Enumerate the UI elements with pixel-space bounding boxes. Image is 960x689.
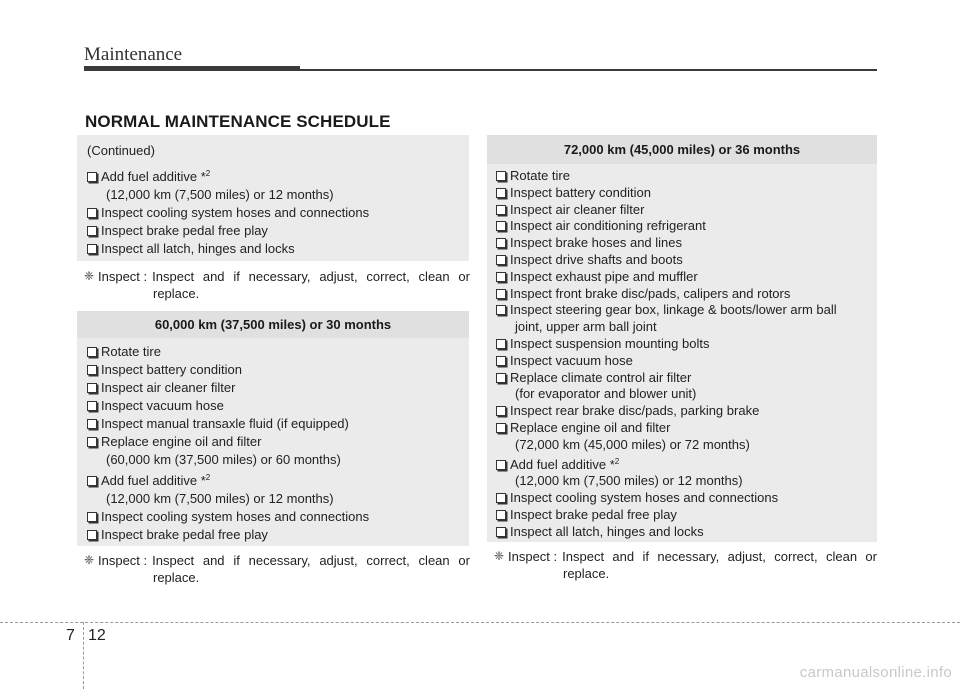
- checklist-item: [87, 222, 469, 240]
- checklist-item-detail: (12,000 km (7,500 miles) or 12 months): [515, 473, 743, 489]
- checklist-item: [496, 185, 877, 202]
- checkbox-icon: [496, 423, 506, 433]
- checkbox-icon: [87, 244, 97, 254]
- checkbox-icon: [496, 221, 506, 231]
- checkbox-icon: [496, 188, 506, 198]
- checklist-item-text: Inspect brake pedal free play: [101, 527, 268, 542]
- checklist-item-text: Rotate tire: [101, 344, 161, 359]
- checklist-item-text: Inspect brake hoses and lines: [510, 235, 682, 251]
- checkbox-icon: [87, 172, 97, 182]
- checkbox-icon: [87, 437, 97, 447]
- checkbox-icon: [496, 527, 506, 537]
- asterism-icon: ❈: [84, 553, 95, 567]
- checklist-item: [496, 252, 877, 269]
- checklist-item-text: Add fuel additive *: [101, 473, 206, 488]
- checkbox-icon: [496, 255, 506, 265]
- checklist-item-text: Inspect air cleaner filter: [101, 380, 236, 395]
- checklist-item-text: Inspect manual transaxle fluid (if equipped): [101, 416, 349, 431]
- checkbox-icon: [496, 460, 506, 470]
- inspect-note-lead: Inspect :: [98, 269, 148, 284]
- checklist-item: [496, 370, 877, 387]
- header-rule-thick: [84, 66, 300, 71]
- checklist-item: [496, 420, 877, 437]
- footer-dashed-rule: [0, 622, 960, 623]
- checklist-item-text: Inspect rear brake disc/pads, parking brake: [510, 403, 760, 419]
- checklist-item-text: Inspect vacuum hose: [101, 398, 224, 413]
- checklist-item: [496, 403, 877, 420]
- checkbox-icon: [496, 205, 506, 215]
- checklist-item: [496, 202, 877, 219]
- checklist-item-text: Replace climate control air filter: [510, 369, 692, 385]
- inspect-note-cont: replace.: [153, 570, 200, 585]
- header-rule-thin: [300, 69, 877, 71]
- checklist-item-detail: (12,000 km (7,500 miles) or 12 months): [106, 187, 334, 202]
- schedule-heading-60k: 60,000 km (37,500 miles) or 30 months: [77, 311, 469, 338]
- checklist-item: [496, 218, 877, 235]
- checklist-item: [87, 508, 469, 526]
- checklist-item-text: Inspect steering gear box, linkage & boots/lower arm ball: [510, 302, 837, 318]
- checkbox-icon: [87, 419, 97, 429]
- checklist-item: [87, 433, 469, 451]
- schedule-heading-72k: 72,000 km (45,000 miles) or 36 months: [487, 135, 877, 164]
- checkbox-icon: [496, 406, 506, 416]
- inspect-note-text: Inspect and if necessary, adjust, correct, clean or: [152, 269, 470, 284]
- checklist-item-text: Inspect cooling system hoses and connections: [101, 205, 370, 220]
- checklist-item-text: Inspect all latch, hinges and locks: [510, 523, 704, 539]
- footer-dashed-divider: [83, 622, 84, 689]
- checklist-item-detail: joint, upper arm ball joint: [515, 319, 657, 335]
- checklist-item-detail: (12,000 km (7,500 miles) or 12 months): [106, 491, 334, 506]
- checklist-item: [496, 454, 877, 474]
- page-header-title: Maintenance: [84, 44, 183, 65]
- checklist-item-text: Rotate tire: [510, 168, 570, 183]
- inspect-note-text: Inspect and if necessary, adjust, correct, clean or: [562, 549, 877, 564]
- schedule-list-72k: [487, 164, 877, 541]
- section-title: NORMAL MAINTENANCE SCHEDULE: [85, 112, 391, 131]
- checklist-item: [87, 165, 469, 186]
- checkbox-icon: [496, 510, 506, 520]
- checkbox-icon: [87, 512, 97, 522]
- checklist-item: [87, 343, 469, 361]
- continued-box: [77, 135, 469, 261]
- checklist-item-detail: (for evaporator and blower unit): [515, 386, 697, 402]
- checklist-item-text: Replace engine oil and filter: [510, 419, 671, 435]
- continued-list: [87, 165, 469, 258]
- checklist-item-text: Add fuel additive *: [101, 169, 206, 184]
- checkbox-icon: [496, 171, 506, 181]
- checklist-item-text: Inspect all latch, hinges and locks: [101, 241, 295, 256]
- checklist-item-text: Inspect exhaust pipe and muffler: [510, 268, 698, 284]
- continued-label: (Continued): [87, 143, 155, 158]
- footnote-marker: 2: [205, 169, 211, 178]
- checkbox-icon: [496, 493, 506, 503]
- checklist-item-text: Inspect vacuum hose: [510, 352, 633, 368]
- checklist-item: [87, 379, 469, 397]
- inspect-note-cont: replace.: [563, 566, 610, 581]
- inspect-note-text: Inspect and if necessary, adjust, correct, clean or: [152, 553, 470, 568]
- inspect-note-1: [84, 268, 470, 302]
- checkbox-icon: [496, 305, 506, 315]
- checkbox-icon: [87, 226, 97, 236]
- checklist-item-text: Inspect cooling system hoses and connections: [510, 490, 779, 506]
- checklist-item: [496, 353, 877, 370]
- checkbox-icon: [87, 401, 97, 411]
- checkbox-icon: [496, 272, 506, 282]
- asterism-icon: ❈: [84, 269, 95, 283]
- checkbox-icon: [87, 208, 97, 218]
- page-chapter-number: 7: [66, 627, 75, 644]
- watermark: carmanualsonline.info: [799, 664, 952, 681]
- checklist-item: [496, 286, 877, 303]
- checklist-item: [87, 240, 469, 258]
- schedule-box-60k: [77, 311, 469, 546]
- checklist-item-text: Inspect air cleaner filter: [510, 201, 645, 217]
- checklist-item: [87, 415, 469, 433]
- inspect-note-3: [494, 548, 877, 582]
- checkbox-icon: [496, 339, 506, 349]
- checklist-item: [496, 490, 877, 507]
- schedule-list-60k: [77, 338, 469, 544]
- checklist-item: [496, 269, 877, 286]
- checklist-item: [496, 168, 877, 185]
- checklist-item: [87, 469, 469, 490]
- checklist-item-text: Inspect battery condition: [510, 184, 651, 200]
- checklist-item: [496, 336, 877, 353]
- checklist-item-text: Inspect air conditioning refrigerant: [510, 218, 706, 234]
- checklist-item: [87, 397, 469, 415]
- checklist-item: [496, 235, 877, 252]
- checklist-item: [87, 526, 469, 544]
- checklist-item: [496, 524, 877, 541]
- checkbox-icon: [496, 238, 506, 248]
- checkbox-icon: [496, 373, 506, 383]
- checklist-item-text: Add fuel additive *: [510, 456, 615, 472]
- checklist-item-text: Inspect brake pedal free play: [101, 223, 268, 238]
- checklist-item-text: Inspect suspension mounting bolts: [510, 335, 710, 351]
- checklist-item: [87, 361, 469, 379]
- checklist-item-detail: (60,000 km (37,500 miles) or 60 months): [106, 452, 341, 467]
- checkbox-icon: [496, 289, 506, 299]
- asterism-icon: ❈: [494, 549, 505, 563]
- page-number: 12: [88, 627, 106, 644]
- schedule-box-72k: [487, 135, 877, 542]
- checkbox-icon: [87, 347, 97, 357]
- inspect-note-lead: Inspect :: [98, 553, 148, 568]
- checklist-item-text: Inspect cooling system hoses and connections: [101, 509, 370, 524]
- footnote-marker: 2: [614, 456, 620, 466]
- checklist-item: [496, 507, 877, 524]
- checklist-item: [496, 302, 877, 319]
- checkbox-icon: [87, 476, 97, 486]
- checkbox-icon: [87, 365, 97, 375]
- checklist-item-text: Inspect brake pedal free play: [510, 506, 677, 522]
- checklist-item-text: Replace engine oil and filter: [101, 434, 262, 449]
- checkbox-icon: [87, 530, 97, 540]
- inspect-note-lead: Inspect :: [508, 549, 558, 564]
- inspect-note-2: [84, 552, 470, 586]
- checkbox-icon: [87, 383, 97, 393]
- footnote-marker: 2: [205, 473, 211, 482]
- checklist-item-detail: (72,000 km (45,000 miles) or 72 months): [515, 436, 750, 452]
- checklist-item: [87, 204, 469, 222]
- checkbox-icon: [496, 356, 506, 366]
- inspect-note-cont: replace.: [153, 286, 200, 301]
- checklist-item-text: Inspect drive shafts and boots: [510, 251, 683, 267]
- checklist-item-text: Inspect front brake disc/pads, calipers and rotors: [510, 285, 791, 301]
- checklist-item-text: Inspect battery condition: [101, 362, 242, 377]
